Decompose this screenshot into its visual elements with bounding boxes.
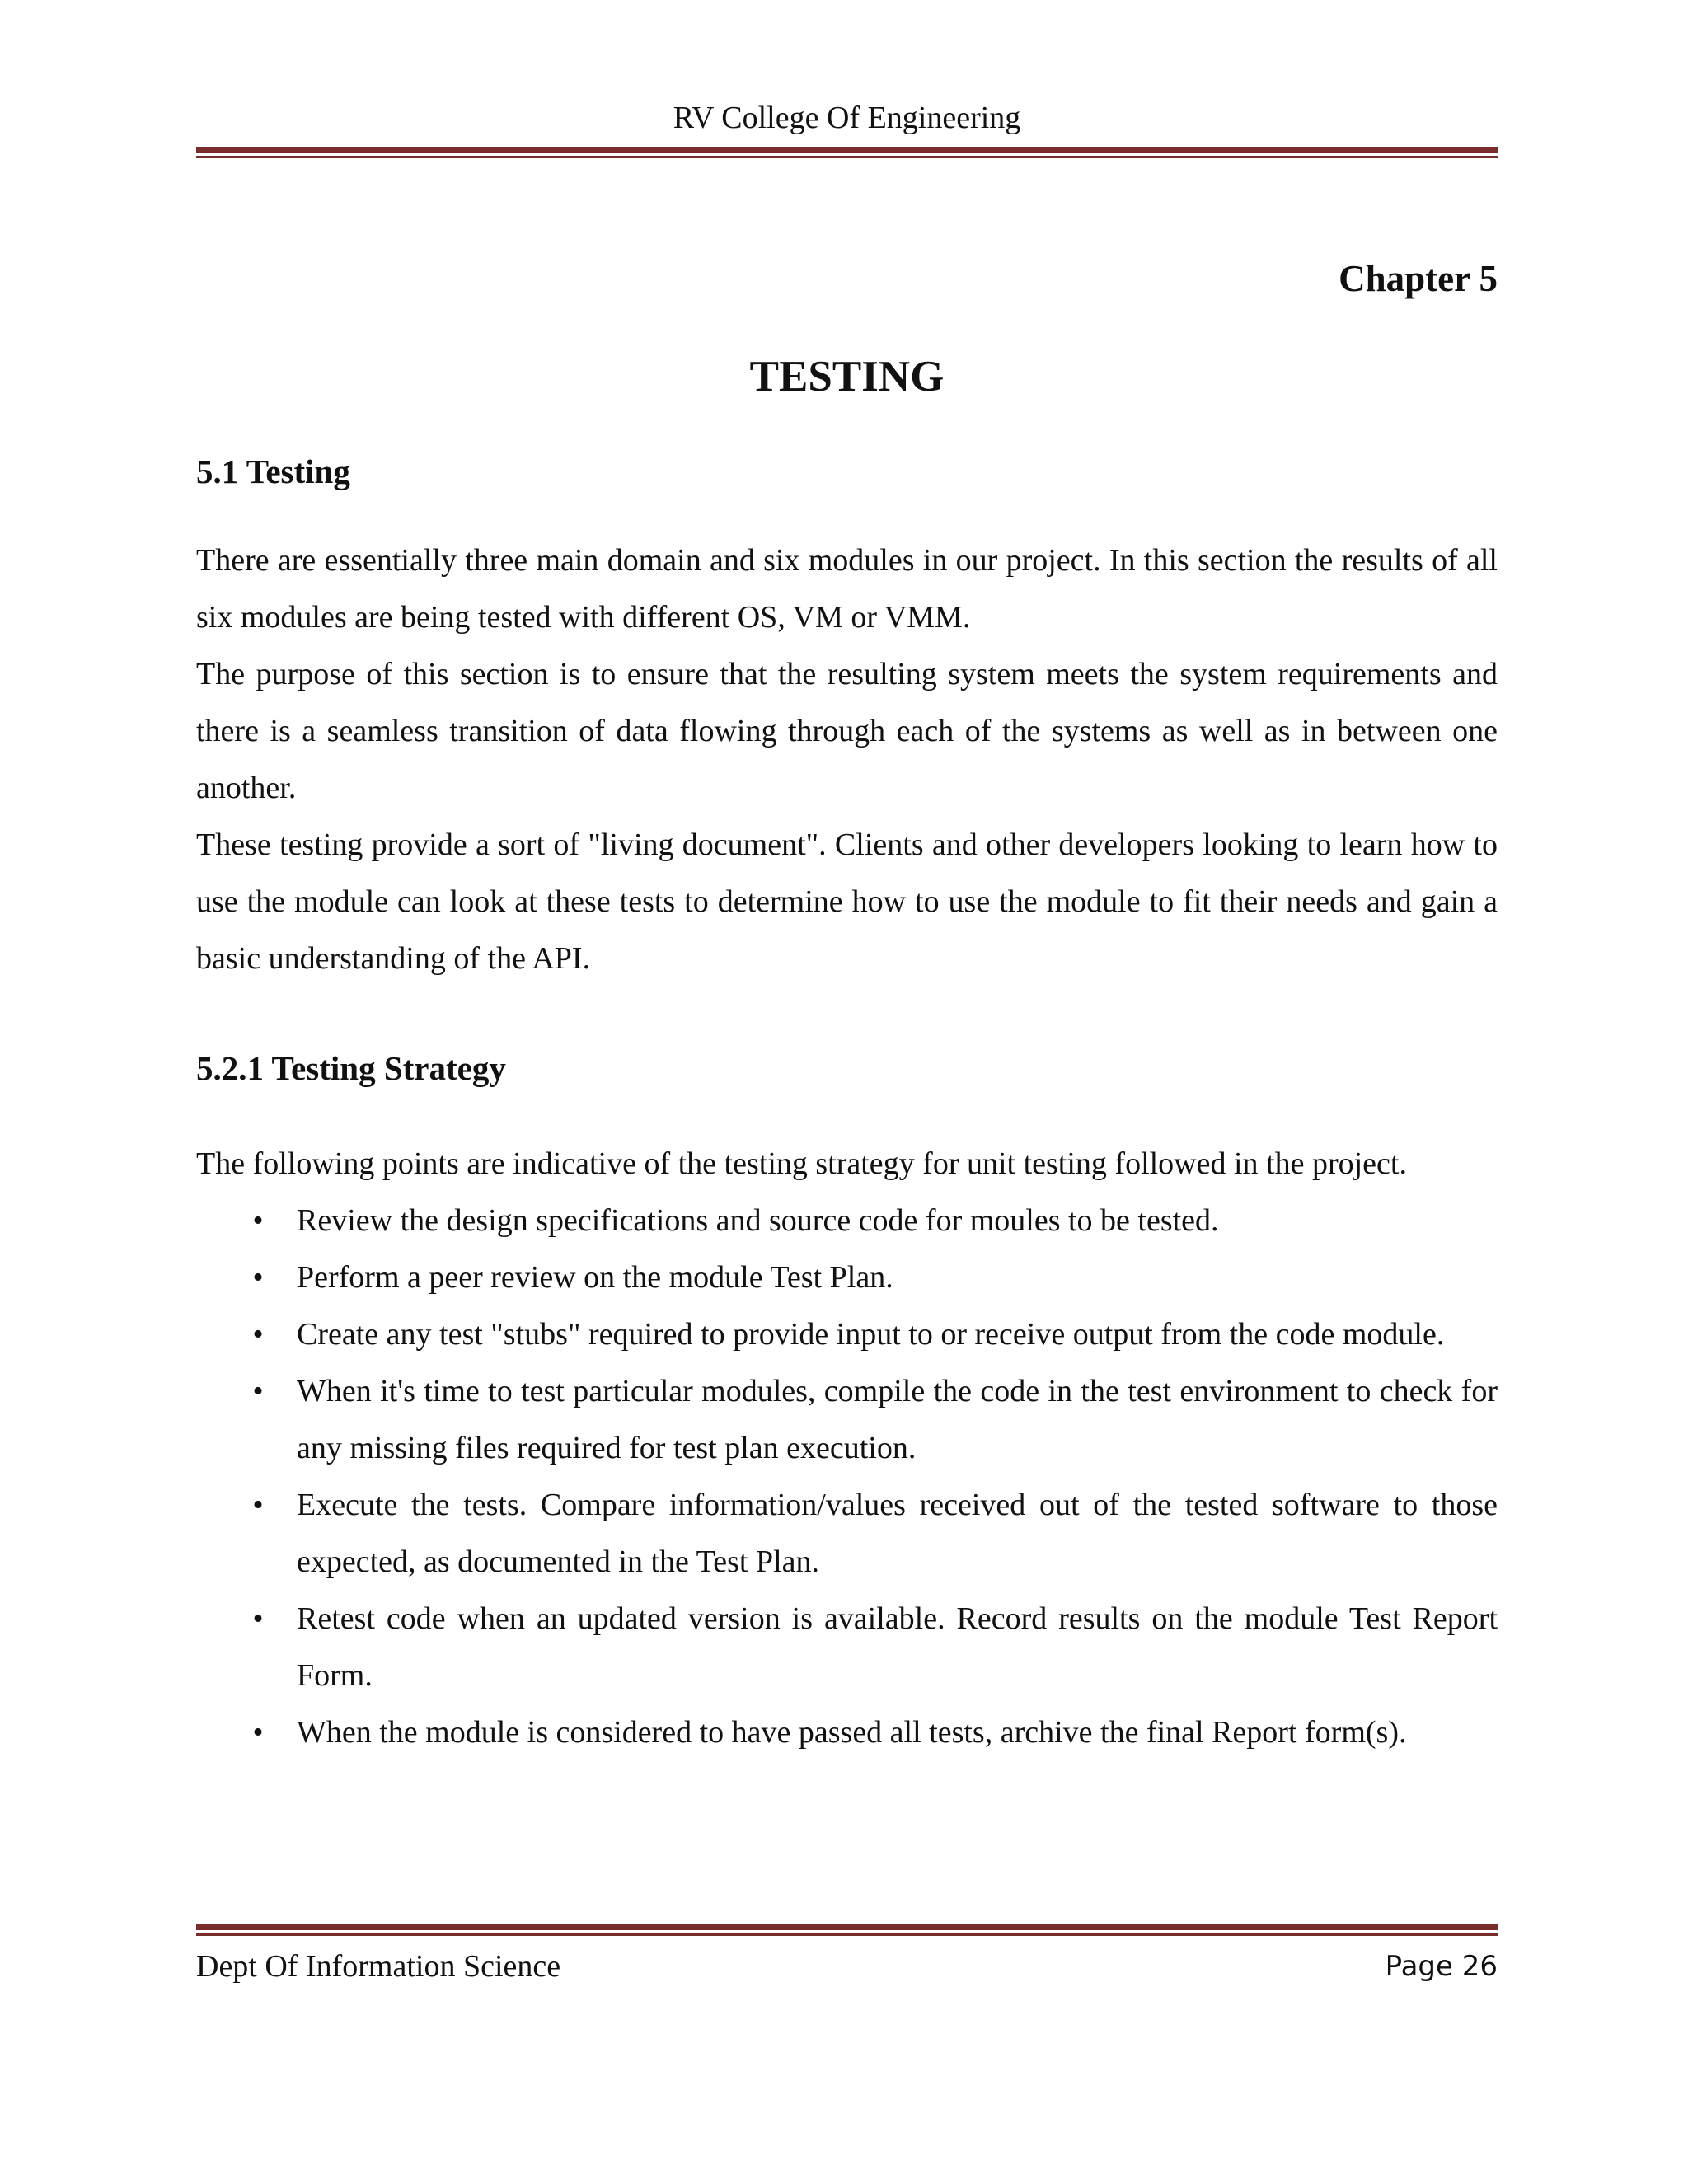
list-item-text: When the module is considered to have passed all tests, archive the final Report form(s). — [297, 1715, 1407, 1750]
footer-rule-thick — [196, 1924, 1498, 1930]
list-item — [196, 1591, 1498, 1704]
bullet-icon: • — [252, 1601, 264, 1636]
list-item-text: Execute the tests. Compare information/values received out of the tested software to those expected, as documented in the Test Plan. — [297, 1488, 1498, 1579]
bullet-icon: • — [252, 1317, 264, 1352]
testing-strategy-list — [196, 1193, 1498, 1761]
footer-page-number: Page 26 — [1385, 1950, 1498, 1983]
list-item — [196, 1363, 1498, 1477]
list-item — [196, 1193, 1498, 1249]
bullet-icon: • — [252, 1260, 264, 1295]
section-5-1-body — [196, 532, 1498, 987]
header-rule-thin — [196, 156, 1498, 158]
list-item — [196, 1704, 1498, 1761]
paragraph: These testing provide a sort of "living document". Clients and other developers looking to learn how to use the module can look at these tests to determine how to use the module to fit their needs and gain a basic understanding of the API. — [196, 827, 1498, 976]
section-heading-5-1: 5.1 Testing — [196, 452, 350, 490]
paragraph: There are essentially three main domain and six modules in our project. In this section the results of all six modules are being tested with different OS, VM or VMM. — [196, 543, 1498, 635]
chapter-label: Chapter 5 — [1339, 258, 1498, 299]
section-5-2-1-intro — [196, 1136, 1498, 1193]
bullet-icon: • — [252, 1715, 264, 1750]
header-rule-thick — [196, 147, 1498, 153]
bullet-icon: • — [252, 1203, 264, 1238]
page-header-title: RV College Of Engineering — [673, 101, 1021, 135]
footer-department: Dept Of Information Science — [196, 1949, 561, 1984]
bullet-icon: • — [252, 1488, 264, 1522]
list-item-text: Review the design specifications and source code for moules to be tested. — [297, 1203, 1219, 1238]
list-item-text: When it's time to test particular modules, compile the code in the test environment to check for any missing files required for test plan execution. — [297, 1374, 1498, 1465]
paragraph: The purpose of this section is to ensure that the resulting system meets the system requirements and there is a seamless transition of data flowing through each of the systems as well as in between one another. — [196, 657, 1498, 805]
bullet-icon: • — [252, 1374, 264, 1408]
paragraph: The following points are indicative of the testing strategy for unit testing followed in the project. — [196, 1146, 1407, 1181]
list-item — [196, 1477, 1498, 1591]
list-item — [196, 1249, 1498, 1306]
list-item-text: Perform a peer review on the module Test Plan. — [297, 1260, 893, 1295]
list-item-text: Create any test "stubs" required to provide input to or receive output from the code module. — [297, 1317, 1445, 1352]
chapter-title: TESTING — [749, 353, 945, 401]
section-heading-5-2-1: 5.2.1 Testing Strategy — [196, 1049, 506, 1087]
footer-rule-thin — [196, 1933, 1498, 1936]
list-item-text: Retest code when an updated version is available. Record results on the module Test Report Form. — [297, 1601, 1498, 1693]
list-item — [196, 1306, 1498, 1363]
